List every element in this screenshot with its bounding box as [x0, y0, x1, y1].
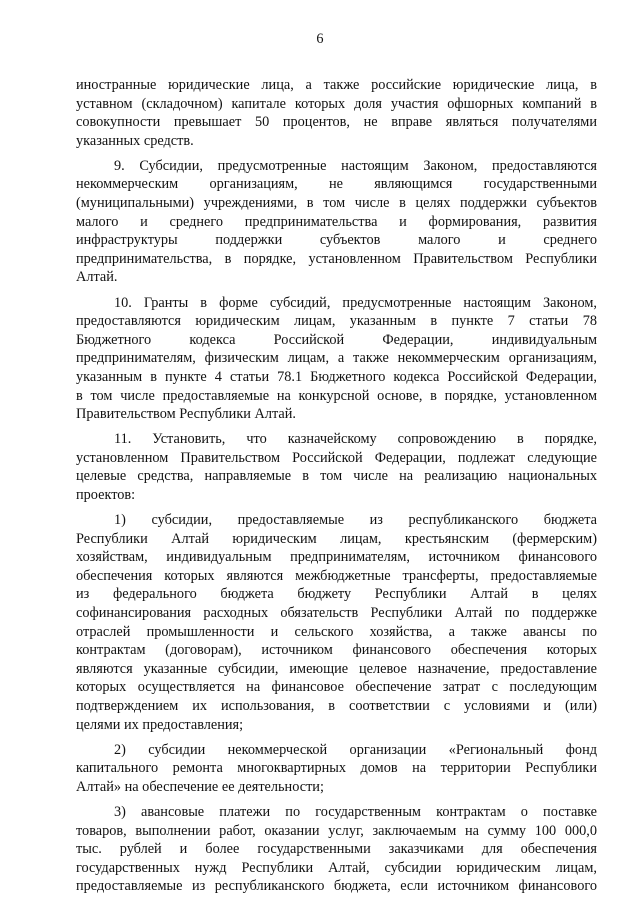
text-line: отраслей промышленности и сельского хозяйства, а также авансы по — [76, 623, 597, 640]
text-line: проектов: — [76, 486, 136, 503]
text-line: Бюджетного кодекса Российской Федерации, индивидуальным — [76, 331, 597, 348]
text-line: контрактам (договорам), источником финансового обеспечения которых — [76, 642, 597, 659]
text-line: которых осуществляется на финансовое обеспечение затрат с последующим — [76, 679, 597, 696]
text-line: указанным в пункте 4 статьи 78.1 Бюджетного кодекса Российской Федерации, — [76, 368, 597, 385]
text-line: 1) субсидии, предоставляемые из республиканского бюджета — [114, 512, 597, 529]
text-line: хозяйствам, индивидуальным предпринимателям, источником финансового — [76, 549, 597, 566]
text-line: из федерального бюджета бюджету Республики Алтай в целях — [76, 586, 597, 603]
page-number: 6 — [316, 31, 324, 47]
paragraph — [76, 741, 597, 797]
text-line: 9. Субсидии, предусмотренные настоящим Законом, предоставляются — [114, 157, 597, 174]
text-line: 2) субсидии некоммерческой организации «Региональный фонд — [114, 741, 597, 758]
text-line: государственных нужд Республики Алтай, субсидии юридическим лицам, — [76, 859, 597, 876]
text-line: иностранные юридические лица, а также российские юридические лица, в — [76, 77, 597, 93]
text-line: целями их предоставления; — [76, 716, 244, 733]
text-line: товаров, выполнении работ, оказании услуг, заключаемым на сумму 100 000,0 — [76, 822, 597, 839]
text-line: 10. Гранты в форме субсидий, предусмотренные настоящим Законом, — [114, 294, 597, 311]
text-line: обеспечения которых являются межбюджетные трансферты, предоставляемые — [76, 567, 597, 584]
document-body — [76, 76, 597, 902]
text-line: предоставляются юридическим лицам, указанным в пункте 7 статьи 78 — [76, 313, 597, 330]
text-line: капитального ремонта многоквартирных домов на территории Республики — [76, 760, 597, 777]
text-line: Республики Алтай юридическим лицам, крестьянским (фермерским) — [76, 530, 597, 547]
text-line: указанных средств. — [76, 132, 194, 149]
text-line: софинансирования расходных обязательств Республики Алтай по поддержке — [76, 605, 597, 622]
text-line: целевые средства, направляемые в том числе на реализацию национальных — [76, 468, 597, 485]
paragraph — [76, 294, 597, 424]
text-line: 3) авансовые платежи по государственным контрактам о поставке — [114, 803, 597, 820]
text-line: являются указанные субсидии, имеющие целевое назначение, предоставление — [76, 660, 597, 677]
paragraph — [76, 803, 597, 896]
text-line: в том числе предоставляемые на конкурсной основе, в порядке, установленном — [76, 387, 597, 404]
paragraph — [76, 511, 597, 734]
text-line: (муниципальными) учреждениями, в том числе в целях поддержки субъектов — [76, 195, 597, 212]
text-line: уставном (складочном) капитале которых доля участия офшорных компаний в — [76, 95, 597, 112]
paragraph — [76, 157, 597, 287]
text-line: малого и среднего предпринимательства и формирования, развития — [76, 213, 597, 230]
text-line: установленном Правительством Российской Федерации, подлежат следующие — [76, 449, 597, 466]
text-line: предпринимателям, физическим лицам, а также некоммерческим организациям, — [76, 350, 597, 367]
text-line: подтверждением их использования, в соответствии с условиями и (или) — [76, 698, 597, 714]
paragraph — [76, 430, 597, 504]
text-line: инфраструктуры поддержки субъектов малого и среднего — [76, 232, 597, 249]
text-line: 11. Установить, что казначейскому сопровождению в порядке, — [114, 431, 597, 448]
text-line: предпринимательства, в порядке, установленном Правительством Республики — [76, 250, 597, 267]
text-line: Правительством Республики Алтай. — [76, 406, 296, 423]
text-line: некоммерческим организациям, не являющимся государственными — [76, 176, 597, 193]
text-line: предоставляемые из республиканского бюджета, если источником финансового — [76, 878, 597, 895]
text-line: тыс. рублей и более государственными заказчиками для обеспечения — [76, 841, 597, 858]
text-line: Алтай» на обеспечение ее деятельности; — [76, 778, 324, 795]
text-line: совокупности превышает 50 процентов, не вправе являться получателями — [76, 114, 597, 131]
paragraph — [76, 76, 597, 150]
text-line: Алтай. — [76, 269, 118, 286]
